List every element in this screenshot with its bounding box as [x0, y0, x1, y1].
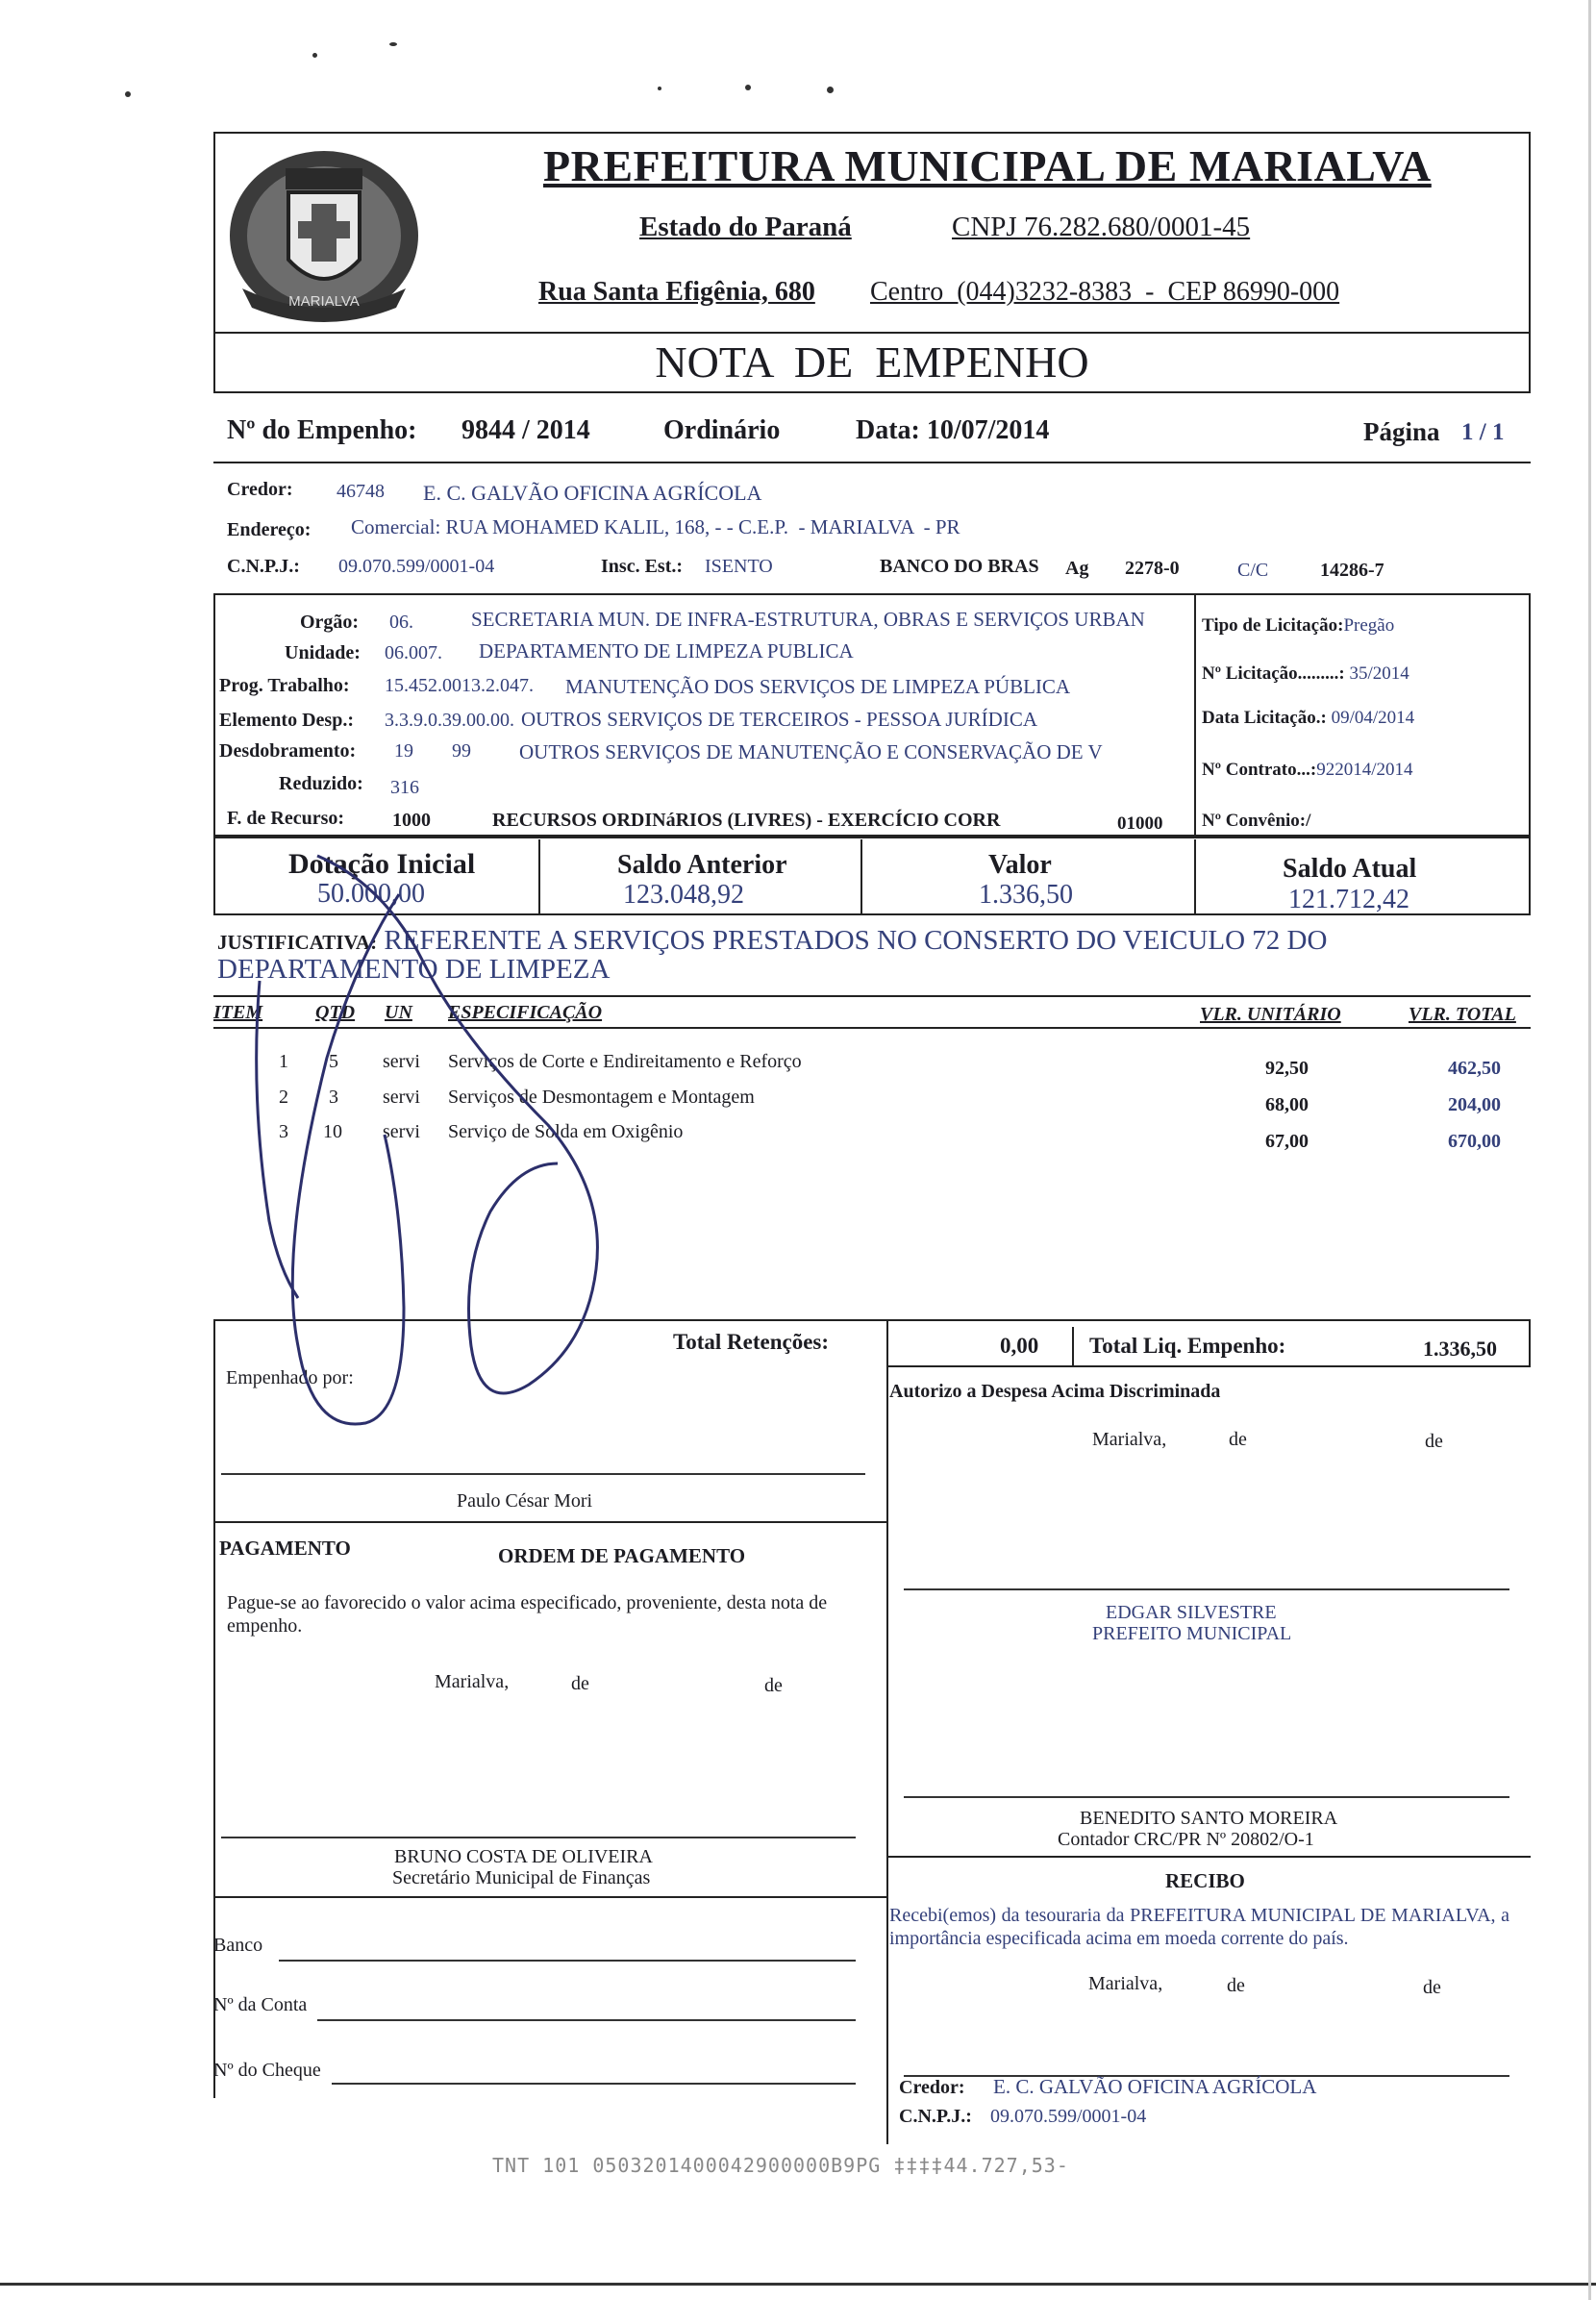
- header-address: Rua Santa Efigênia, 680: [538, 277, 815, 307]
- recibo-title: RECIBO: [1165, 1869, 1245, 1892]
- saldo-anterior-value: 123.048,92: [623, 880, 744, 910]
- secretario-role: Secretário Municipal de Finanças: [392, 1867, 651, 1888]
- prog-label: Prog. Trabalho:: [219, 675, 350, 696]
- scan-speck: [125, 91, 131, 97]
- item-qtd: 3: [329, 1087, 338, 1108]
- desdobramento-code: 19: [394, 740, 413, 762]
- empenho-label: Nº do Empenho:: [227, 415, 417, 445]
- contador-role: Contador CRC/PR Nº 20802/O-1: [1058, 1829, 1314, 1850]
- item-spec: Serviços de Corte e Endireitamento e Reforço: [448, 1051, 802, 1072]
- item-total-value: 204,00: [1448, 1094, 1501, 1115]
- col-item: ITEM: [213, 1002, 263, 1023]
- unidade-code: 06.007.: [385, 642, 442, 663]
- saldo-atual-value: 121.712,42: [1288, 885, 1409, 914]
- page-edge: [1588, 0, 1591, 2300]
- svg-text:MARIALVA: MARIALVA: [288, 293, 360, 310]
- recibo-credor-label: Credor:: [899, 2077, 965, 2098]
- scan-speck: [389, 42, 397, 46]
- divider: [213, 2096, 215, 2098]
- scan-speck: [827, 87, 834, 93]
- endereco-label: Endereço:: [227, 519, 312, 540]
- conta-field-line[interactable]: [317, 2019, 856, 2021]
- empenhado-name: Paulo César Mori: [457, 1490, 593, 1512]
- liquido-label: Total Liq. Empenho:: [1089, 1334, 1286, 1358]
- item-qtd: 10: [323, 1121, 342, 1142]
- credor-cnpj-label: C.N.P.J.:: [227, 556, 300, 577]
- signature-line: [904, 1588, 1509, 1590]
- page-number: 1 / 1: [1461, 419, 1505, 445]
- divider: [860, 839, 862, 913]
- signature-line: [221, 1473, 865, 1475]
- recurso-name: RECURSOS ORDINáRIOS (LIVRES) - EXERCÍCIO CORR: [492, 810, 1001, 831]
- item-un: servi: [383, 1087, 420, 1108]
- prog-name: MANUTENÇÃO DOS SERVIÇOS DE LIMPEZA PÚBLICA: [565, 675, 1071, 698]
- justificativa-line-2: DEPARTAMENTO DE LIMPEZA: [217, 954, 611, 985]
- insc-value: ISENTO: [705, 556, 773, 577]
- licitacao-number: Nº Licitação.........: 35/2014: [1202, 663, 1409, 684]
- licitacao-type-label: Tipo de Licitação:Pregão: [1202, 615, 1395, 636]
- item-un: servi: [383, 1051, 420, 1072]
- orgao-label: Orgão:: [300, 612, 360, 633]
- item-total-value: 462,50: [1448, 1058, 1501, 1079]
- scan-speck: [658, 87, 661, 90]
- justificativa-line-1: JUSTIFICATIVA: REFERENTE A SERVIÇOS PRESTADOS NO CONSERTO DO VEICULO 72 DO: [217, 925, 1328, 956]
- item-total-value: 670,00: [1448, 1131, 1501, 1152]
- liquido-value: 1.336,50: [1423, 1337, 1497, 1361]
- col-qtd: QTD: [315, 1002, 356, 1023]
- empenho-number: 9844 / 2014: [461, 415, 590, 445]
- municipality-title: PREFEITURA MUNICIPAL DE MARIALVA: [543, 141, 1432, 190]
- col-unit-value: VLR. UNITÁRIO: [1200, 1004, 1341, 1025]
- insc-label: Insc. Est.:: [601, 556, 684, 577]
- unidade-label: Unidade:: [285, 642, 361, 663]
- cheque-field-line[interactable]: [332, 2083, 856, 2085]
- divider: [213, 837, 1531, 838]
- scan-speck: [312, 53, 317, 58]
- item-unit-value: 92,50: [1265, 1058, 1309, 1079]
- desdobramento-code-2: 99: [452, 740, 471, 762]
- recibo-text: Recebi(emos) da tesouraria da PREFEITURA MUNICIPAL DE MARIALVA, a importância especificada acima em moeda corrente do país.: [889, 1905, 1509, 1949]
- col-un: UN: [385, 1002, 412, 1023]
- autorizo-text: Autorizo a Despesa Acima Discriminada: [889, 1381, 1221, 1402]
- divider: [213, 462, 1531, 463]
- signature-line: [904, 1796, 1509, 1798]
- divider: [886, 2096, 888, 2144]
- crest-logo: [223, 144, 425, 332]
- bank-name: BANCO DO BRAS: [880, 556, 1039, 577]
- licitacao-date: Data Licitação.: 09/04/2014: [1202, 708, 1415, 728]
- cheque-label: Nº do Cheque: [213, 2060, 321, 2081]
- orgao-name: SECRETARIA MUN. DE INFRA-ESTRUTURA, OBRAS E SERVIÇOS URBAN: [471, 608, 1145, 631]
- elemento-label: Elemento Desp.:: [219, 710, 354, 731]
- prog-code: 15.452.0013.2.047.: [385, 675, 534, 696]
- unidade-name: DEPARTAMENTO DE LIMPEZA PUBLICA: [479, 639, 854, 662]
- divider: [1194, 839, 1196, 913]
- valor-value: 1.336,50: [979, 880, 1073, 910]
- secretario-name: BRUNO COSTA DE OLIVEIRA: [394, 1846, 653, 1867]
- recibo-credor-name: E. C. GALVÃO OFICINA AGRÍCOLA: [993, 2075, 1317, 2098]
- recibo-place: Marialva,: [1088, 1973, 1163, 1994]
- desdobramento-label: Desdobramento:: [219, 740, 357, 762]
- divider: [886, 1521, 888, 2096]
- endereco-value: Comercial: RUA MOHAMED KALIL, 168, - - C.E.P. - MARIALVA - PR: [351, 515, 960, 538]
- banco-label: Banco: [213, 1935, 263, 1956]
- divider: [213, 1319, 215, 1521]
- pagamento-place: Marialva,: [435, 1671, 510, 1692]
- divider: [213, 1521, 886, 1523]
- item-un: servi: [383, 1121, 420, 1142]
- empenho-type: Ordinário: [663, 415, 781, 445]
- agency-label: Ag: [1065, 558, 1089, 579]
- item-unit-value: 68,00: [1265, 1094, 1309, 1115]
- divider: [1072, 1327, 1074, 1367]
- account-number: 14286-7: [1320, 560, 1384, 581]
- desdobramento-name: OUTROS SERVIÇOS DE MANUTENÇÃO E CONSERVAÇÃO DE V: [519, 740, 1103, 763]
- pagamento-text: Pague-se ao favorecido o valor acima especificado, proveniente, desta nota de empenho.: [227, 1592, 828, 1637]
- divider: [213, 837, 215, 913]
- handwritten-signature: [240, 846, 683, 1471]
- divider: [1529, 837, 1531, 913]
- autorizo-de-1: de: [1229, 1429, 1247, 1450]
- valor-label: Valor: [988, 850, 1052, 880]
- autorizo-de-2: de: [1425, 1431, 1443, 1452]
- contrato-number: Nº Contrato...:922014/2014: [1202, 760, 1413, 780]
- empenhado-label: Empenhado por:: [226, 1367, 354, 1388]
- divider: [213, 332, 1531, 334]
- prefeito-role: PREFEITO MUNICIPAL: [1092, 1623, 1292, 1644]
- item-number: 2: [279, 1087, 288, 1108]
- recurso-code: 1000: [392, 810, 431, 831]
- divider: [213, 1896, 886, 1898]
- divider: [886, 1856, 1531, 1858]
- divider: [1194, 593, 1196, 837]
- pagamento-de-1: de: [571, 1673, 589, 1694]
- recibo-de-2: de: [1423, 1977, 1441, 1998]
- dotacao-label: Dotação Inicial: [288, 848, 476, 880]
- item-number: 3: [279, 1121, 288, 1142]
- recurso-code-2: 01000: [1117, 813, 1163, 834]
- banco-field-line[interactable]: [279, 1960, 856, 1962]
- recibo-de-1: de: [1227, 1975, 1245, 1996]
- col-total-value: VLR. TOTAL: [1409, 1004, 1516, 1025]
- credor-label: Credor:: [227, 479, 293, 500]
- item-qtd: 5: [329, 1051, 338, 1072]
- reduzido-label: Reduzido:: [279, 773, 363, 794]
- credor-code: 46748: [337, 481, 385, 502]
- agency-number: 2278-0: [1125, 558, 1180, 579]
- state-name: Estado do Paraná: [639, 212, 852, 242]
- credor-cnpj: 09.070.599/0001-04: [338, 556, 495, 577]
- divider: [1529, 1319, 1531, 1367]
- pagamento-de-2: de: [764, 1675, 783, 1696]
- document-title: NOTA DE EMPENHO: [655, 338, 1089, 387]
- pagamento-label: PAGAMENTO: [219, 1537, 351, 1560]
- page-edge: [0, 2283, 1596, 2286]
- signature-line: [221, 1837, 856, 1838]
- col-spec: ESPECIFICAÇÃO: [448, 1002, 603, 1023]
- item-unit-value: 67,00: [1265, 1131, 1309, 1152]
- recibo-cnpj: 09.070.599/0001-04: [990, 2106, 1147, 2127]
- page-label: Página: [1363, 417, 1440, 446]
- reduzido-value: 316: [390, 777, 419, 798]
- saldo-atual-label: Saldo Atual: [1283, 854, 1417, 884]
- divider: [886, 1319, 888, 1521]
- autorizo-place: Marialva,: [1092, 1429, 1167, 1450]
- recurso-label: F. de Recurso:: [227, 808, 345, 829]
- retencoes-label: Total Retenções:: [673, 1330, 830, 1354]
- dotacao-value: 50.000,00: [317, 879, 425, 909]
- contador-name: BENEDITO SANTO MOREIRA: [1080, 1808, 1338, 1829]
- ordem-pagamento-title: ORDEM DE PAGAMENTO: [498, 1544, 746, 1567]
- account-label: C/C: [1237, 560, 1269, 581]
- item-number: 1: [279, 1051, 288, 1072]
- empenho-date: Data: 10/07/2014: [856, 415, 1050, 445]
- prefeito-name: EDGAR SILVESTRE: [1106, 1602, 1277, 1623]
- elemento-name: OUTROS SERVIÇOS DE TERCEIROS - PESSOA JURÍDICA: [521, 708, 1038, 731]
- credor-name: E. C. GALVÃO OFICINA AGRÍCOLA: [423, 481, 762, 505]
- scan-speck: [745, 85, 751, 90]
- item-spec: Serviço de Solda em Oxigênio: [448, 1121, 684, 1142]
- divider: [886, 1365, 1531, 1367]
- header-contact: Centro (044)3232-8383 - CEP 86990-000: [870, 277, 1340, 307]
- retencoes-value: 0,00: [1000, 1334, 1039, 1358]
- orgao-code: 06.: [389, 612, 413, 633]
- footer-code: TNT 101 0503201400042900000B9PG ‡‡‡‡44.727,53-: [492, 2154, 1069, 2177]
- conta-label: Nº da Conta: [213, 1994, 308, 2015]
- elemento-code: 3.3.9.0.39.00.00.: [385, 710, 514, 731]
- header-cnpj: CNPJ 76.282.680/0001-45: [952, 212, 1251, 242]
- item-spec: Serviços de Desmontagem e Montagem: [448, 1087, 755, 1108]
- recibo-cnpj-label: C.N.P.J.:: [899, 2106, 972, 2127]
- saldo-anterior-label: Saldo Anterior: [617, 850, 787, 880]
- convenio-number: Nº Convênio:/: [1202, 811, 1311, 831]
